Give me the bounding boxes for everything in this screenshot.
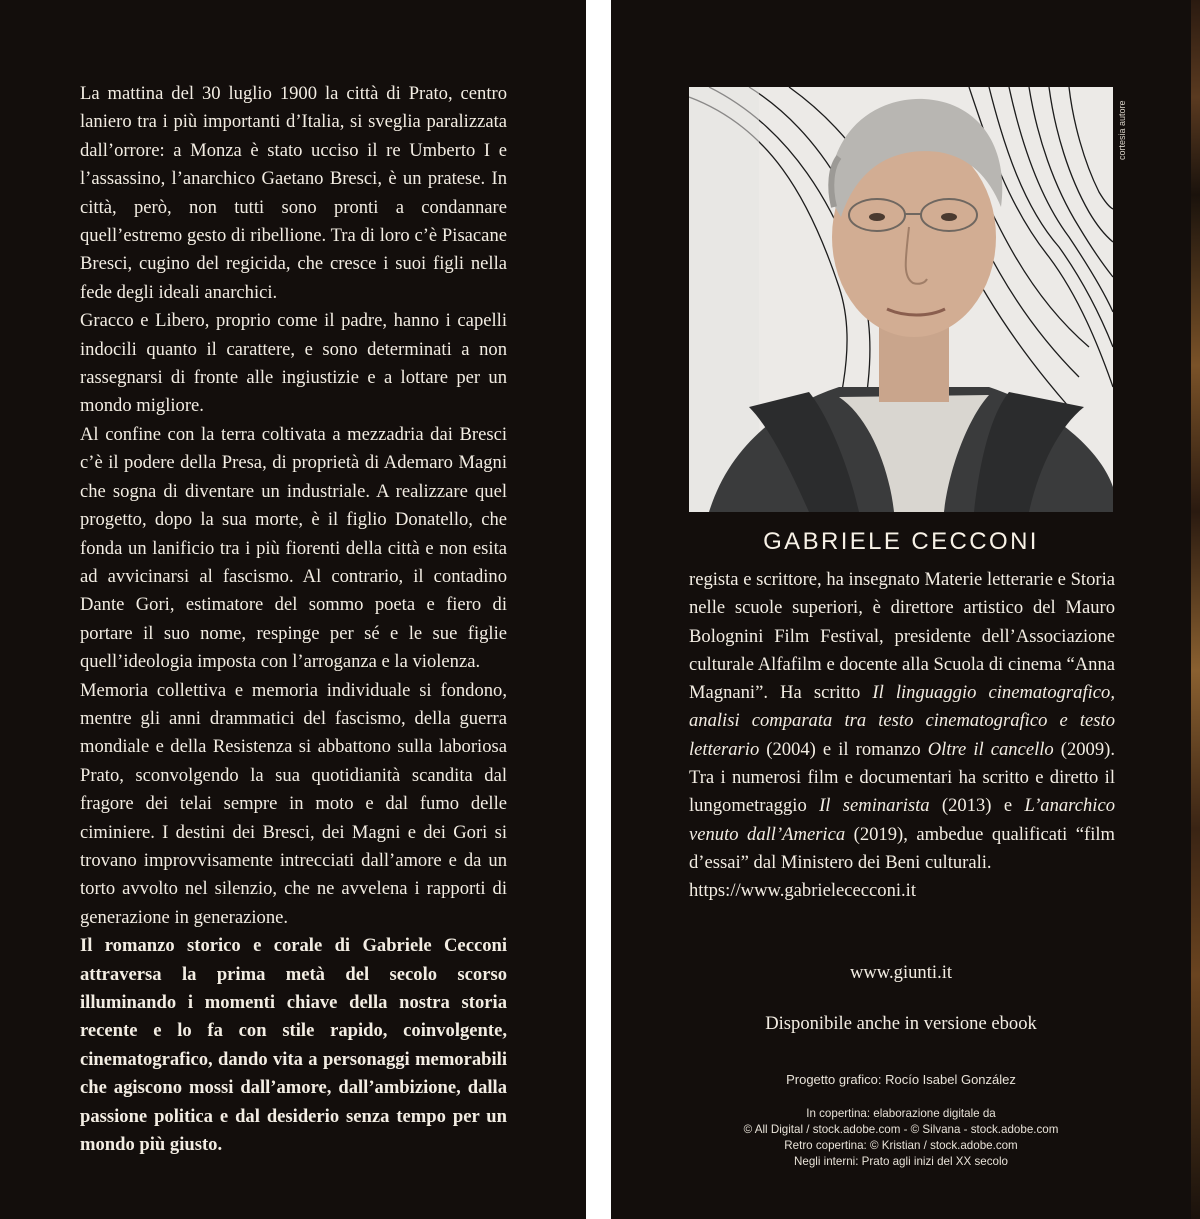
author-photo [689,87,1113,512]
synopsis-paragraph: Al confine con la terra coltivata a mezzadria dai Bresci c’è il podere della Presa, di proprietà di Ademaro Magni che sogna di diventare un industriale. A realizzare quel progetto, dopo la sua morte, è il figlio Donatello, che fonda un lanificio tra i più fiorenti della città e non esita ad avvicinarsi al fascismo. Al contrario, il contadino Dante Gori, estimatore del sommo poeta e fiero di portare il suo nome, respinge per sé e le sue figlie quell’ideologia imposta con l’arroganza e la violenza. [80,423,507,673]
credit-line: Retro copertina: © Kristian / stock.adobe.com [784,1139,1018,1152]
synopsis-paragraph: Gracco e Libero, proprio come il padre, hanno i capelli indocili quanto il carattere, e sono determinati a non rassegnarsi di fronte alle ingiustizie e a lottare per un mondo migliore. [80,310,507,417]
publisher-website: www.giunti.it [849,962,953,983]
image-credits [689,1106,1113,1170]
bio-text: regista e scrittore, ha insegnato Materie letterarie e Storia nelle scuole superiori, è direttore artistico del Mauro Bolognini Film Festival, presidente dell’Associazione culturale Alfafilm e docente alla Scuola di cinema “Anna Magnani”. Ha scritto Il linguaggio cinematografico, analisi comparata tra testo cinematografico e testo letterario (2004) e il romanzo Oltre il cancello (2009). Tra i numerosi film e documentari ha scritto e diretto il lungometraggio Il seminarista (2013) e L’anarchico venuto dall’America (2019), ambedue qualificati “film d’essai” dal Ministero dei Beni culturali. [689,569,1115,873]
photo-credit: cortesia autore [1117,100,1127,160]
author-website: https://www.gabrielececconi.it [689,880,917,902]
author-portrait-image [689,87,1113,512]
credit-line: © All Digital / stock.adobe.com - © Silvana - stock.adobe.com [743,1123,1059,1136]
design-credit: Progetto grafico: Rocío Isabel González [786,1072,1016,1087]
synopsis-highlight: Il romanzo storico e corale di Gabriele Cecconi attraversa la prima metà del secolo scorso illuminando i momenti chiave della nostra storia recente e lo fa con stile rapido, coinvolgente, cinematografico, dando vita a personaggi memorabili che agiscono mossi dall’amore, dall’ambizione, dalla passione politica e dal desiderio senza tempo per un mondo più giusto. [80,935,507,1156]
book-title: Oltre il cancello [927,738,1054,760]
credit-line: Negli interni: Prato agli inizi del XX secolo [794,1155,1008,1168]
left-flap [0,0,586,1219]
cover-edge-strip [1191,0,1200,1219]
synopsis-paragraph: Memoria collettiva e memoria individuale si fondono, mentre gli anni drammatici del fascismo, della guerra mondiale e della Resistenza si abbattono sulla laboriosa Prato, sconvolgendo la sua quotidianità scandita dal fragore dei telai sempre in moto e dal fumo delle ciminiere. I destini dei Bresci, dei Magni e dei Gori si trovano improvvisamente intrecciati dall’amore e da un torto avvolto nel silenzio, che ne avvelena i rapporti di generazione in generazione. [80,679,507,928]
synopsis-paragraph: La mattina del 30 luglio 1900 la città di Prato, centro laniero tra i più importanti d’Italia, si sveglia paralizzata dall’orrore: a Monza è stato ucciso il re Umberto I e l’assassino, l’anarchico Gaetano Bresci, è un pratese. In città, però, non tutti sono pronti a condannare quell’estremo gesto di ribellione. Tra di loro c’è Pisacane Bresci, cugino del regicida, che cresce i suoi figli nella fede degli ideali anarchici. [80,83,507,303]
film-title: L’anarchico venuto dall’America [689,795,1115,845]
author-bio [689,566,1115,906]
ebook-note: Disponibile anche in versione ebook [765,1013,1037,1034]
author-name: GABRIELE CECCONI [763,528,1039,555]
synopsis [80,80,507,1159]
film-title: Il seminarista [819,795,930,817]
book-title: Il linguaggio cinematografico, analisi comparata tra testo cinematografico e testo letterario [689,682,1115,760]
credit-line: In copertina: elaborazione digitale da [806,1107,996,1120]
